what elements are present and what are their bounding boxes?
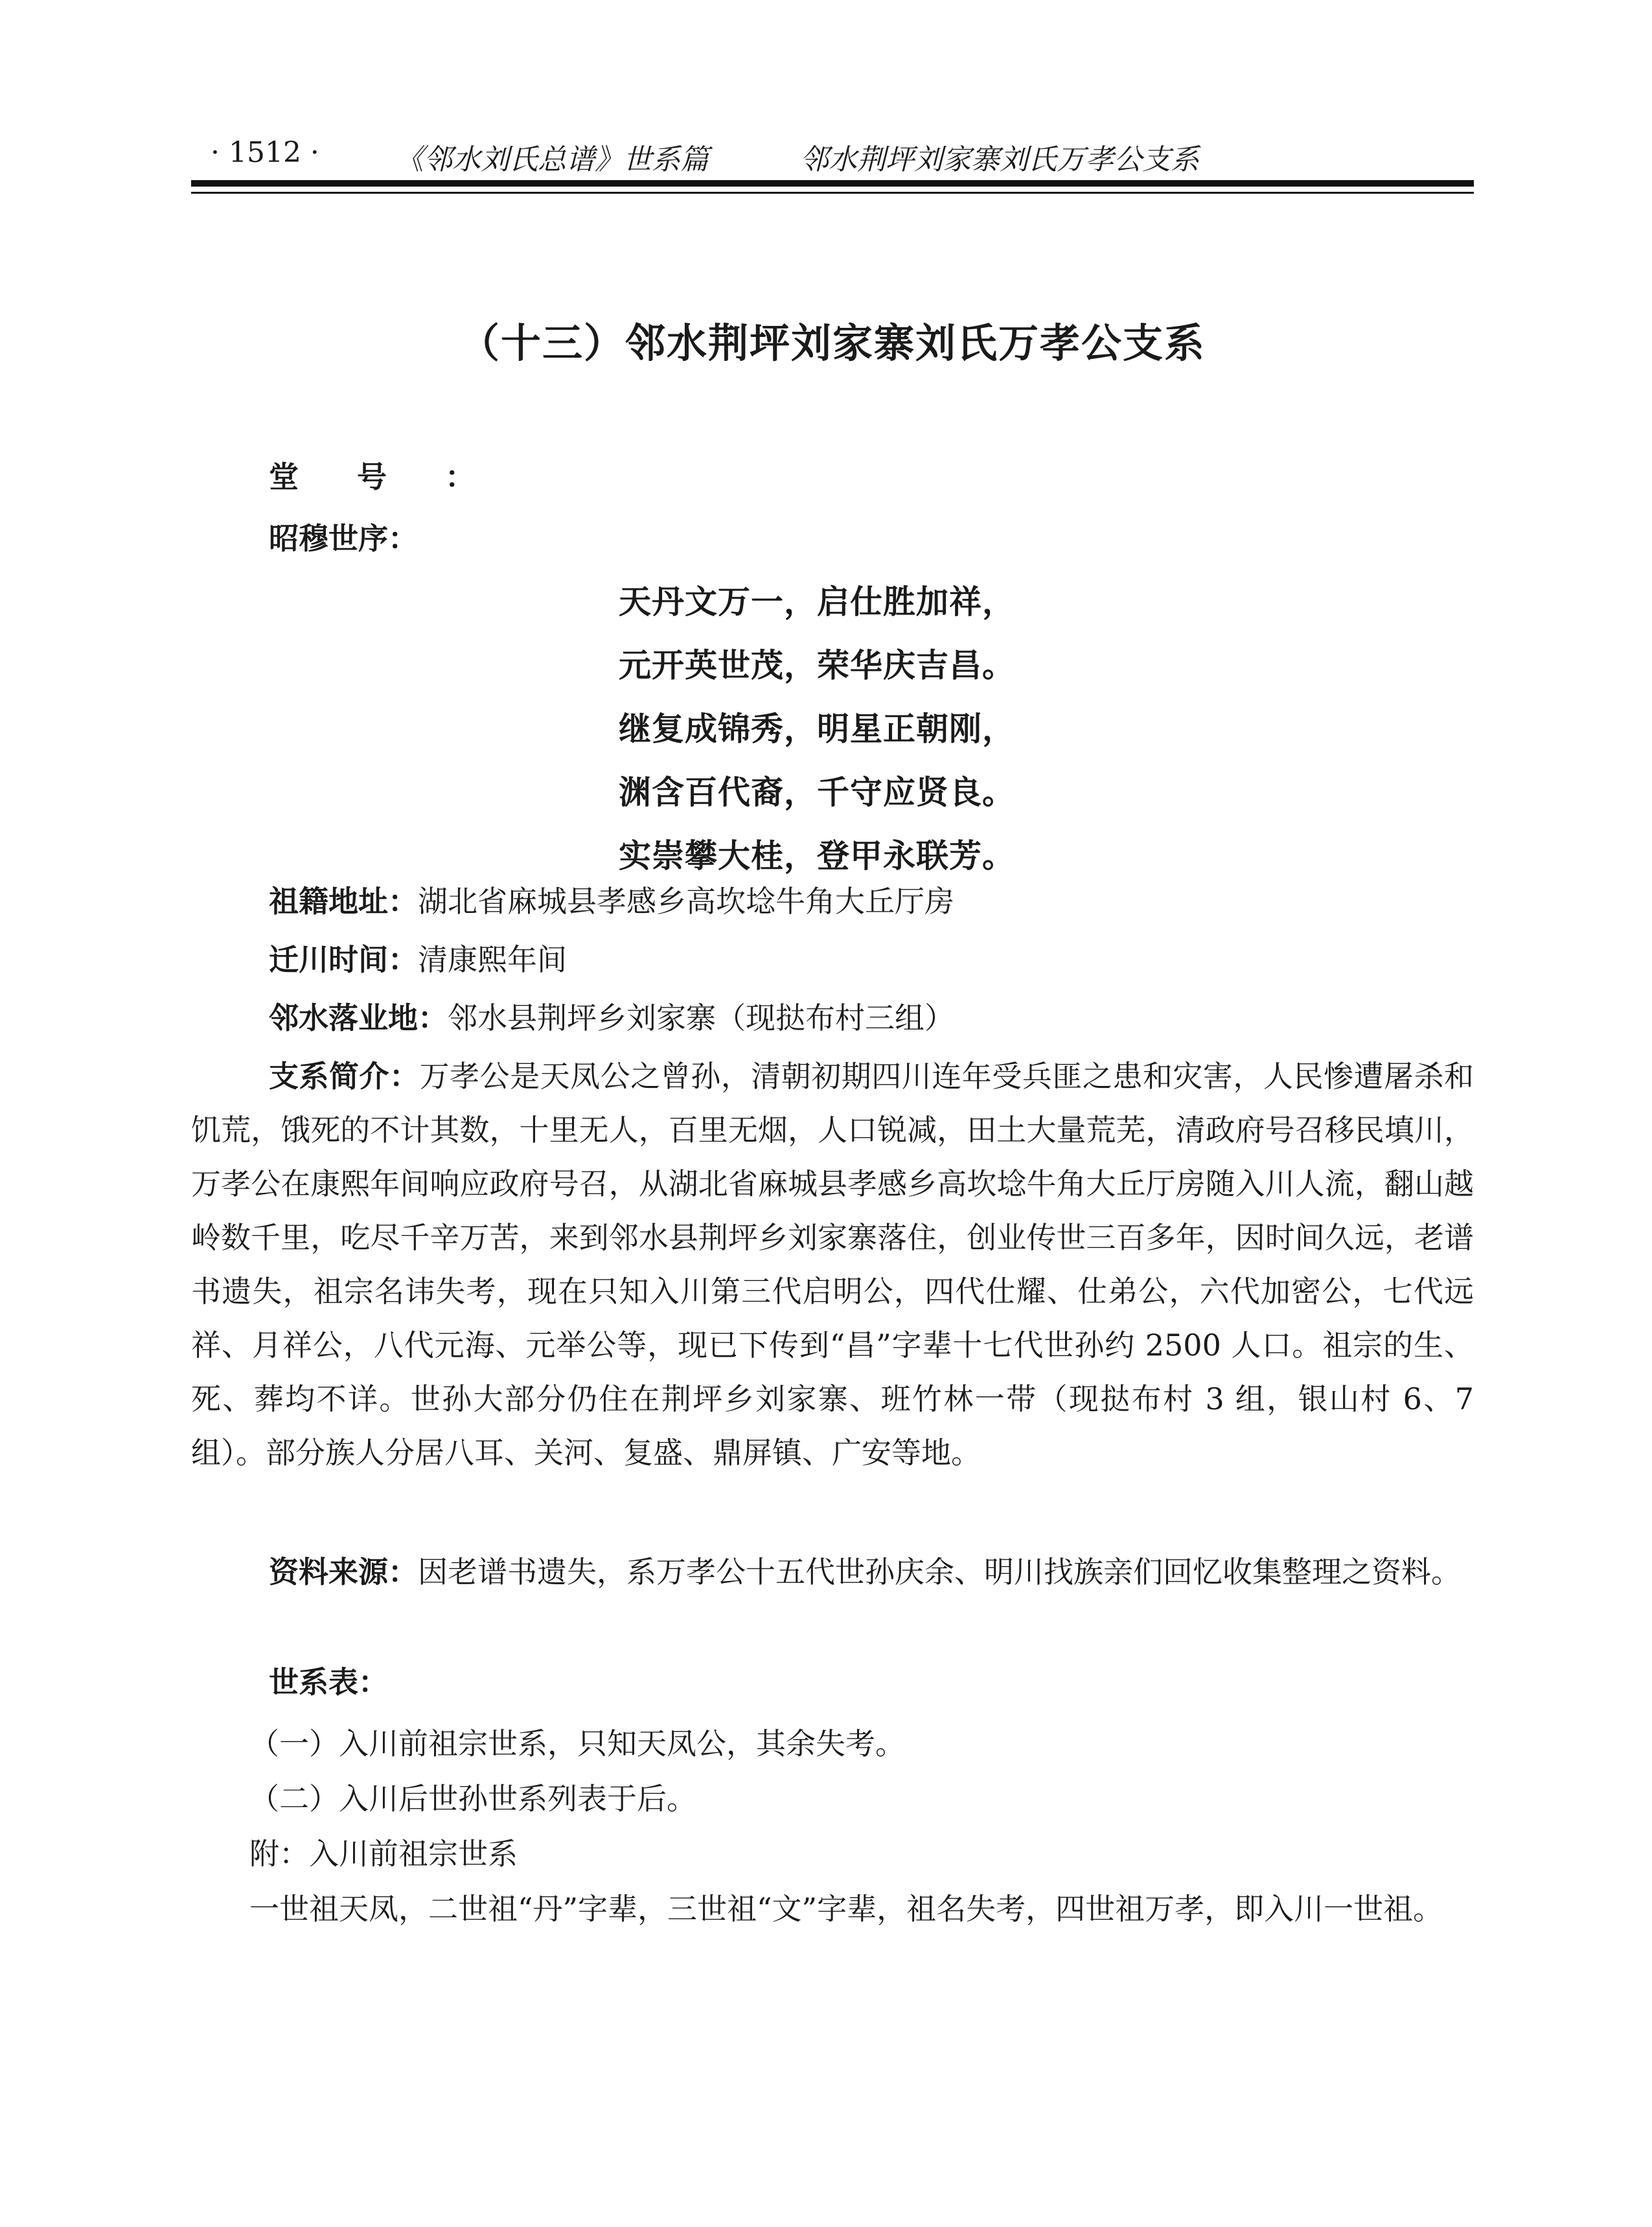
generation-poem bbox=[619, 570, 1015, 888]
ancestral-address-label: 祖籍地址： bbox=[269, 884, 418, 919]
branch-intro-text: 万孝公是天凤公之曾孙，清朝初期四川连年受兵匪之患和灾害，人民惨遭屠杀和饥荒，饿死的不计其数，十里无人，百里无烟，人口锐减，田土大量荒芜，清政府号召移民填川，万孝公在康熙年间响应政府号召，从湖北省麻城县孝感乡高坎埝牛角大丘厅房随入川人流，翻山越岭数千里，吃尽千辛万苦，来到邻水县荆坪乡刘家寨落住，创业传世三百多年，因时间久远，老谱书遗失，祖宗名讳失考，现在只知入川第三代启明公，四代仕耀、仕弟公，六代加密公，七代远祥、月祥公，八代元海、元举公等，现已下传到“昌”字辈十七代世孙约 2500 人口。祖宗的生、死、葬均不详。世孙大部分仍住在荆坪乡刘家寨、班竹林一带（现挞布村 3 组，银山村 6、7 组）。部分族人分居八耳、关河、复盛、鼎屏镇、广安等地。 bbox=[191, 1059, 1474, 1470]
generation-order-label: 昭穆世序： bbox=[269, 521, 418, 556]
branch-title: 邻水荆坪刘家寨刘氏万孝公支系 bbox=[800, 143, 1199, 176]
migration-time-field bbox=[269, 936, 567, 979]
poem-line: 继复成锦秀，明星正朝刚， bbox=[619, 710, 1015, 748]
header-rule-thick bbox=[191, 180, 1474, 187]
migration-time-value: 清康熙年间 bbox=[418, 942, 567, 977]
settlement-value: 邻水县荆坪乡刘家寨（现挞布村三组） bbox=[448, 1000, 954, 1035]
generation-order-field bbox=[269, 515, 418, 558]
hall-name-colon: ： bbox=[445, 459, 475, 494]
poem-line: 实崇攀大桂，登甲永联芳。 bbox=[619, 837, 1015, 875]
lineage-table-label: 世系表： bbox=[269, 1665, 388, 1700]
poem-line: 元开英世茂，荣华庆吉昌。 bbox=[619, 647, 1015, 684]
lineage-table-heading bbox=[269, 1659, 388, 1702]
lineage-detail-paragraph: 一世祖天凤，二世祖“丹”字辈，三世祖“文”字辈，祖名失考，四世祖万孝，即入川一世祖。 bbox=[249, 1891, 1443, 1926]
migration-time-label: 迁川时间： bbox=[269, 942, 418, 977]
header-rule-thin bbox=[191, 192, 1474, 194]
lineage-item-1: （一）入川前祖宗世系，只知天凤公，其余失考。 bbox=[249, 1726, 905, 1761]
poem-line: 天丹文万一，启仕胜加祥， bbox=[619, 583, 1015, 621]
page-number: · 1512 · bbox=[211, 136, 319, 169]
settlement-field bbox=[269, 995, 954, 1037]
source-paragraph bbox=[191, 1545, 1474, 1599]
lineage-appendix: 附：入川前祖宗世系 bbox=[249, 1836, 518, 1871]
ancestral-address-field bbox=[269, 878, 954, 921]
hall-name-field bbox=[269, 454, 475, 496]
branch-intro-paragraph bbox=[191, 1050, 1474, 1480]
source-text: 因老谱书遗失，系万孝公十五代世孙庆余、明川找族亲们回忆收集整理之资料。 bbox=[418, 1554, 1461, 1589]
branch-intro-label: 支系简介： bbox=[269, 1059, 420, 1094]
lineage-item-2: （二）入川后世孙世系列表于后。 bbox=[249, 1781, 696, 1816]
book-title: 《邻水刘氏总谱》世系篇 bbox=[395, 143, 709, 176]
page-title: （十三）邻水荆坪刘家寨刘氏万孝公支系 bbox=[459, 319, 1206, 367]
running-header bbox=[191, 136, 1474, 175]
hall-name-label: 堂号 bbox=[269, 459, 445, 494]
source-label: 资料来源： bbox=[269, 1554, 418, 1589]
poem-line: 渊含百代裔，千守应贤良。 bbox=[619, 774, 1015, 811]
settlement-label: 邻水落业地： bbox=[269, 1000, 448, 1035]
ancestral-address-value: 湖北省麻城县孝感乡高坎埝牛角大丘厅房 bbox=[418, 884, 954, 919]
